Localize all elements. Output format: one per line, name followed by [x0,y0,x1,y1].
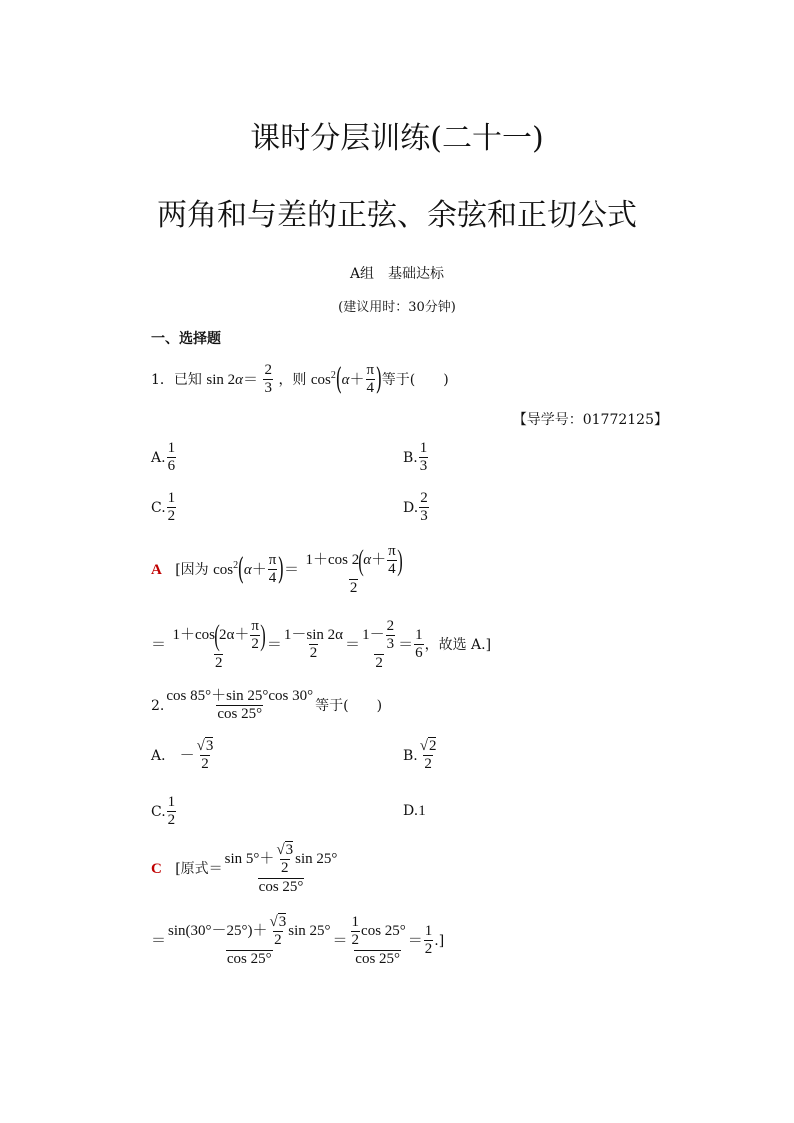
option-b: B. $\frac{1}{3}$ [403,440,428,475]
page-subtitle: 两角和与差的正弦、余弦和正切公式 [157,198,637,233]
answer-1-line-1: A [因为 $\cos^2(\alpha+$ $\frac{\pi}{4}$ )＝ 1＋cos 2(α＋ $\frac{\pi}{4}$ ) 2 [151,543,403,596]
answer-2-line-1: C [原式＝ sin 5°＋ $\frac{√3}{2}$ sin 25° cos 25° [151,842,338,895]
answer-letter: C [151,860,162,877]
answer-letter: A [151,561,162,578]
q2-option-b: B. $\frac{√2}{2}$ [403,738,437,773]
section-heading: 一、选择题 [151,331,221,347]
question-2: 2. $\frac{\cos 85^\circ+\sin 25^\circ\cos 30^\circ}{\cos 25^\circ}$ 等于( ) [151,688,383,723]
question-1: 1．已知 sin 2α＝ $\frac{2}{3}$ ，则 $\cos^2(\alpha+$ $\frac{\pi}{4}$ )等于( ) [151,361,449,397]
fraction: $\frac{2}{3}$ [264,362,272,397]
answer-2-line-2: ＝ sin(30°－25°)＋ $\frac{√3}{2}$ sin 25° cos 25° ＝ $\frac{1}{2}$ cos 25° cos 25° ＝ $\frac{1}{2}$ .] [151,914,445,967]
reference-number: 【导学号：01772125】 [512,412,668,428]
time-note: (建议用时：30分钟) [338,300,456,315]
page-title: 课时分层训练(二十一) [250,121,544,156]
option-c: C. $\frac{1}{2}$ [151,490,176,525]
group-heading: A组 基础达标 [349,266,445,282]
option-d: D. $\frac{2}{3}$ [403,490,428,525]
q2-option-a: A． － $\frac{√3}{2}$ [151,738,214,773]
q2-option-c: C. $\frac{1}{2}$ [151,794,176,829]
answer-1-line-2: ＝ 1＋cos(2α＋ $\frac{\pi}{2}$ ) 2 ＝ $\frac{1-\sin 2\alpha}{2}$ ＝ 1－ $\frac{2}{3}$ 2 ＝ $\frac{1}{6}$ ，故选 A.] [151,618,492,671]
option-a: A. $\frac{1}{6}$ [151,440,176,475]
q2-option-d: D.1 [403,803,426,819]
